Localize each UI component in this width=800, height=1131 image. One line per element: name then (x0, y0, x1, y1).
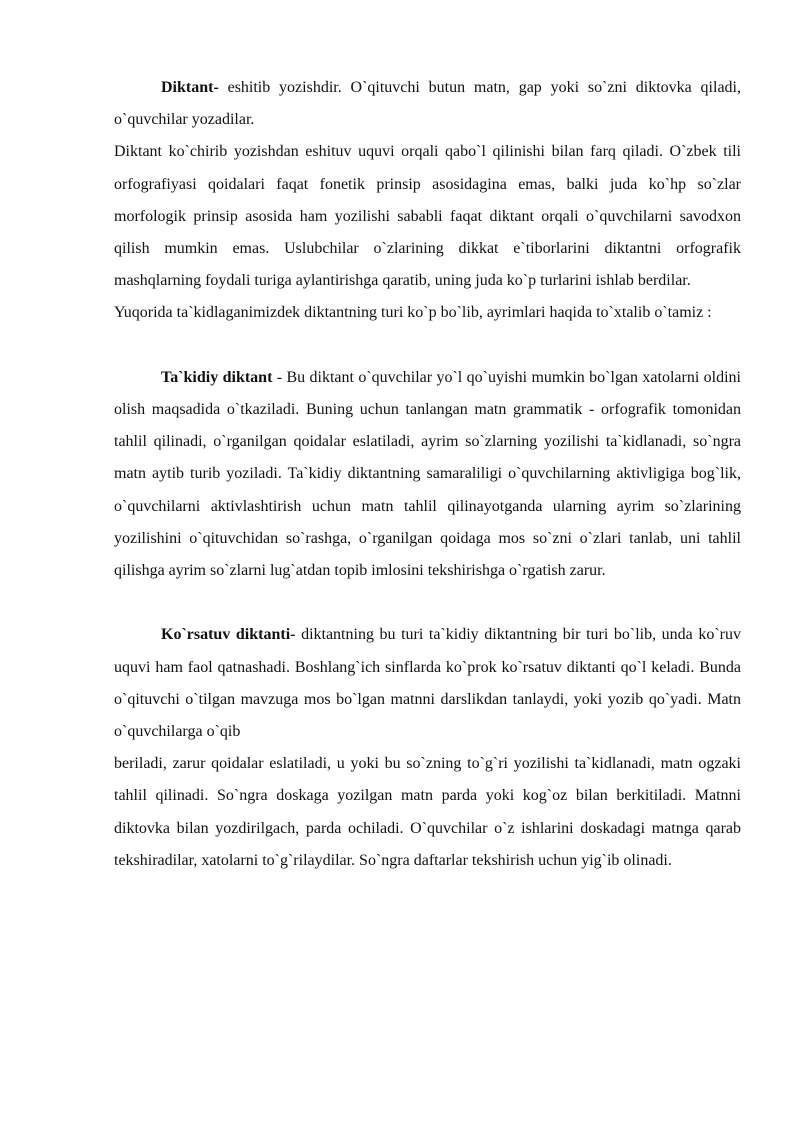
document-page (114, 72, 741, 877)
term-takidiy-diktant: Ta`kidiy diktant (161, 368, 273, 386)
paragraph-diktant-difference: Diktant ko`chirib yozishdan eshituv uquvi orqali qabo`l qilinishi bilan farq qiladi. O`zbek tili orfografiyasi qoidalari faqat fonetik prinsip asosidagina emas, balki juda ko`hp so`zlar morfologik prinsip asosida ham yozilishi sababli faqat diktant orqali o`quvchilarni savodxon qilish mumkin emas. Uslubchilar o`zlarining dikkat e`tiborlarini diktantni orfografik mashqlarning foydali turiga aylantirishga qaratib, uning juda ko`p turlarini ishlab berdilar. (114, 143, 741, 290)
paragraph-diktant-definition (114, 72, 741, 136)
paragraph-korsatuv-diktanti (114, 619, 741, 748)
paragraph-text: diktantning bu turi ta`kidiy diktantning bir turi bo`lib, unda ko`ruv uquvi ham faol qatnashadi. Boshlang`ich sinflarda ko`prok ko`rsatuv diktanti qo`l keladi. Bunda o`qituvchi o`tilgan mavzuga mos bo`lgan matnni darslikdan tanlaydi, yoki yozib qo`yadi. Matn o`quvchilarga o`qib (114, 626, 741, 741)
blank-line (114, 587, 741, 619)
term-korsatuv-diktanti: Ko`rsatuv diktanti- (161, 626, 296, 644)
blank-line (114, 330, 741, 362)
paragraph-text: - Bu diktant o`quvchilar yo`l qo`uyishi mumkin bo`lgan xatolarni oldini olish maqsadida o`tkaziladi. Buning uchun tanlangan matn grammatik - orfografik tomonidan tahlil qilinadi, o`rganilgan qoidalar eslatiladi, ayrim so`zlarning yozilishi ta`kidlanadi, so`ngra matn aytib turib yoziladi. Ta`kidiy diktantning samaraliligi o`quvchilarning aktivligiga bog`lik, o`quvchilarni aktivlashtirish uchun matn tahlil qilinayotganda ularning ayrim so`zlarining yozilishini o`qituvchidan so`rashga, o`rganilgan qoidaga mos so`zni o`zlari tanlab, uni tahlil qilishga ayrim so`zlarni lug`atdan topib imlosini tekshirishga o`rgatish zarur. (114, 368, 742, 580)
paragraph-takidiy-diktant (114, 362, 741, 587)
paragraph-korsatuv-continued: beriladi, zarur qoidalar eslatiladi, u yoki bu so`zning to`g`ri yozilishi ta`kidlanadi, matn ogzaki tahlil qilinadi. So`ngra doskaga yozilgan matn parda yoki kog`oz bilan berkitiladi. Matnni diktovka bilan yozdirilgach, parda ochiladi. O`quvchilar o`z ishlarini doskadagi matnga qarab tekshiradilar, xatolarni to`g`rilaydilar. So`ngra daftarlar tekshirish uchun yig`ib olinadi. (114, 755, 741, 869)
paragraph-intro-types: Yuqorida ta`kidlaganimizdek diktantning turi ko`p bo`lib, ayrimlari haqida to`xtalib o`tamiz : (114, 304, 712, 322)
paragraph-text: eshitib yozishdir. O`qituvchi butun matn, gap yoki so`zni diktovka qiladi, o`quvchilar yozadilar. (114, 79, 741, 129)
term-diktant: Diktant- (161, 79, 219, 96)
